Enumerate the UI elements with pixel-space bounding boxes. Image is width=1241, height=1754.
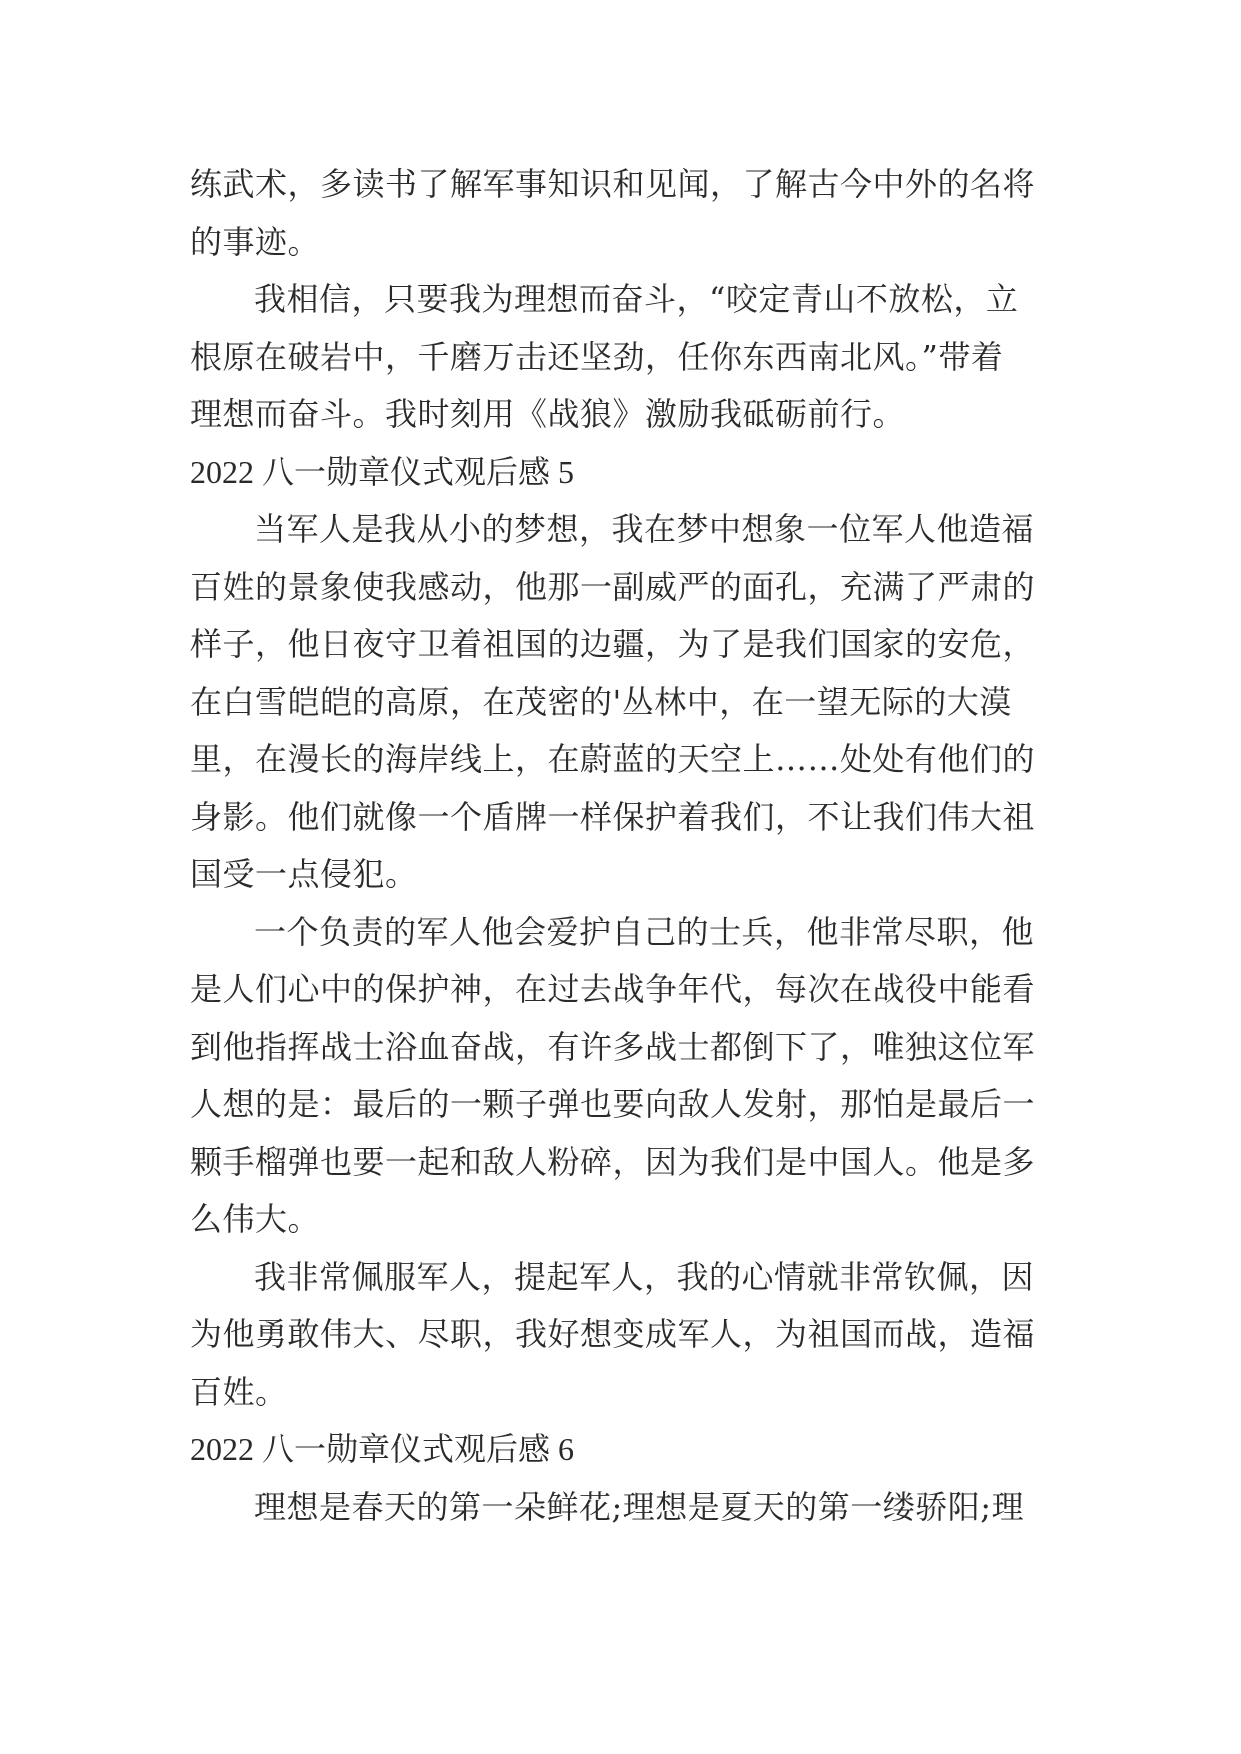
- text-line: 人想的是：最后的一颗子弹也要向敌人发射，那怕是最后一: [190, 1085, 1036, 1123]
- document-body: [190, 156, 1050, 1536]
- text-line: 在白雪皑皑的高原，在茂密的'丛林中，在一望无际的大漠: [190, 682, 1012, 721]
- text-line: 我相信，只要我为理想而奋斗，“咬定青山不放松，立: [254, 280, 1019, 318]
- text-line: 的事迹。: [190, 222, 321, 261]
- text-line: 国受一点侵犯。: [190, 855, 418, 893]
- section-heading: [190, 1421, 1050, 1479]
- text-line: 理想而奋斗。我时刻用《战狼》激励我砥砺前行。: [190, 395, 906, 433]
- paragraph: [190, 271, 1050, 444]
- text-line: 百姓。: [190, 1372, 288, 1411]
- text-line: 我非常佩服军人，提起军人，我的心情就非常钦佩，因: [254, 1257, 1035, 1296]
- text-line: 练武术，多读书了解军事知识和见闻，了解古今中外的名将: [190, 165, 1036, 203]
- text-line: 根原在破岩中，千磨万击还坚劲，任你东西南北风。”带着: [190, 337, 1004, 376]
- text-line: 一个负责的军人他会爱护自己的士兵，他非常尽职，他: [254, 912, 1035, 951]
- heading-text: 2022 八一勋章仪式观后感 6: [190, 1431, 575, 1467]
- text-line: 么伟大。: [190, 1200, 321, 1238]
- text-line: 百姓的景象使我感动，他那一副威严的面孔，充满了严肃的: [190, 567, 1036, 606]
- text-line: 到他指挥战士浴血奋战，有许多战士都倒下了，唯独这位军: [190, 1027, 1036, 1066]
- paragraph: [190, 1479, 1050, 1537]
- text-line: 身影。他们就像一个盾牌一样保护着我们，不让我们伟大祖: [190, 797, 1036, 836]
- text-line: 当军人是我从小的梦想，我在梦中想象一位军人他造福: [254, 510, 1035, 548]
- text-line: 样子，他日夜守卫着祖国的边疆，为了是我们国家的安危，: [190, 625, 1036, 663]
- section-heading: [190, 444, 1050, 502]
- paragraph: [190, 501, 1050, 904]
- text-line: 是人们心中的保护神，在过去战争年代，每次在战役中能看: [190, 970, 1036, 1008]
- text-line: 理想是春天的第一朵鲜花;理想是夏天的第一缕骄阳;理: [254, 1487, 1025, 1526]
- text-line: 为他勇敢伟大、尽职，我好想变成军人，为祖国而战，造福: [190, 1315, 1036, 1353]
- paragraph: [190, 1249, 1050, 1422]
- text-line: 里，在漫长的海岸线上，在蔚蓝的天空上……处处有他们的: [190, 740, 1036, 778]
- paragraph: [190, 904, 1050, 1249]
- paragraph-continuation: [190, 156, 1050, 271]
- heading-text: 2022 八一勋章仪式观后感 5: [190, 453, 575, 490]
- text-line: 颗手榴弹也要一起和敌人粉碎，因为我们是中国人。他是多: [190, 1142, 1036, 1181]
